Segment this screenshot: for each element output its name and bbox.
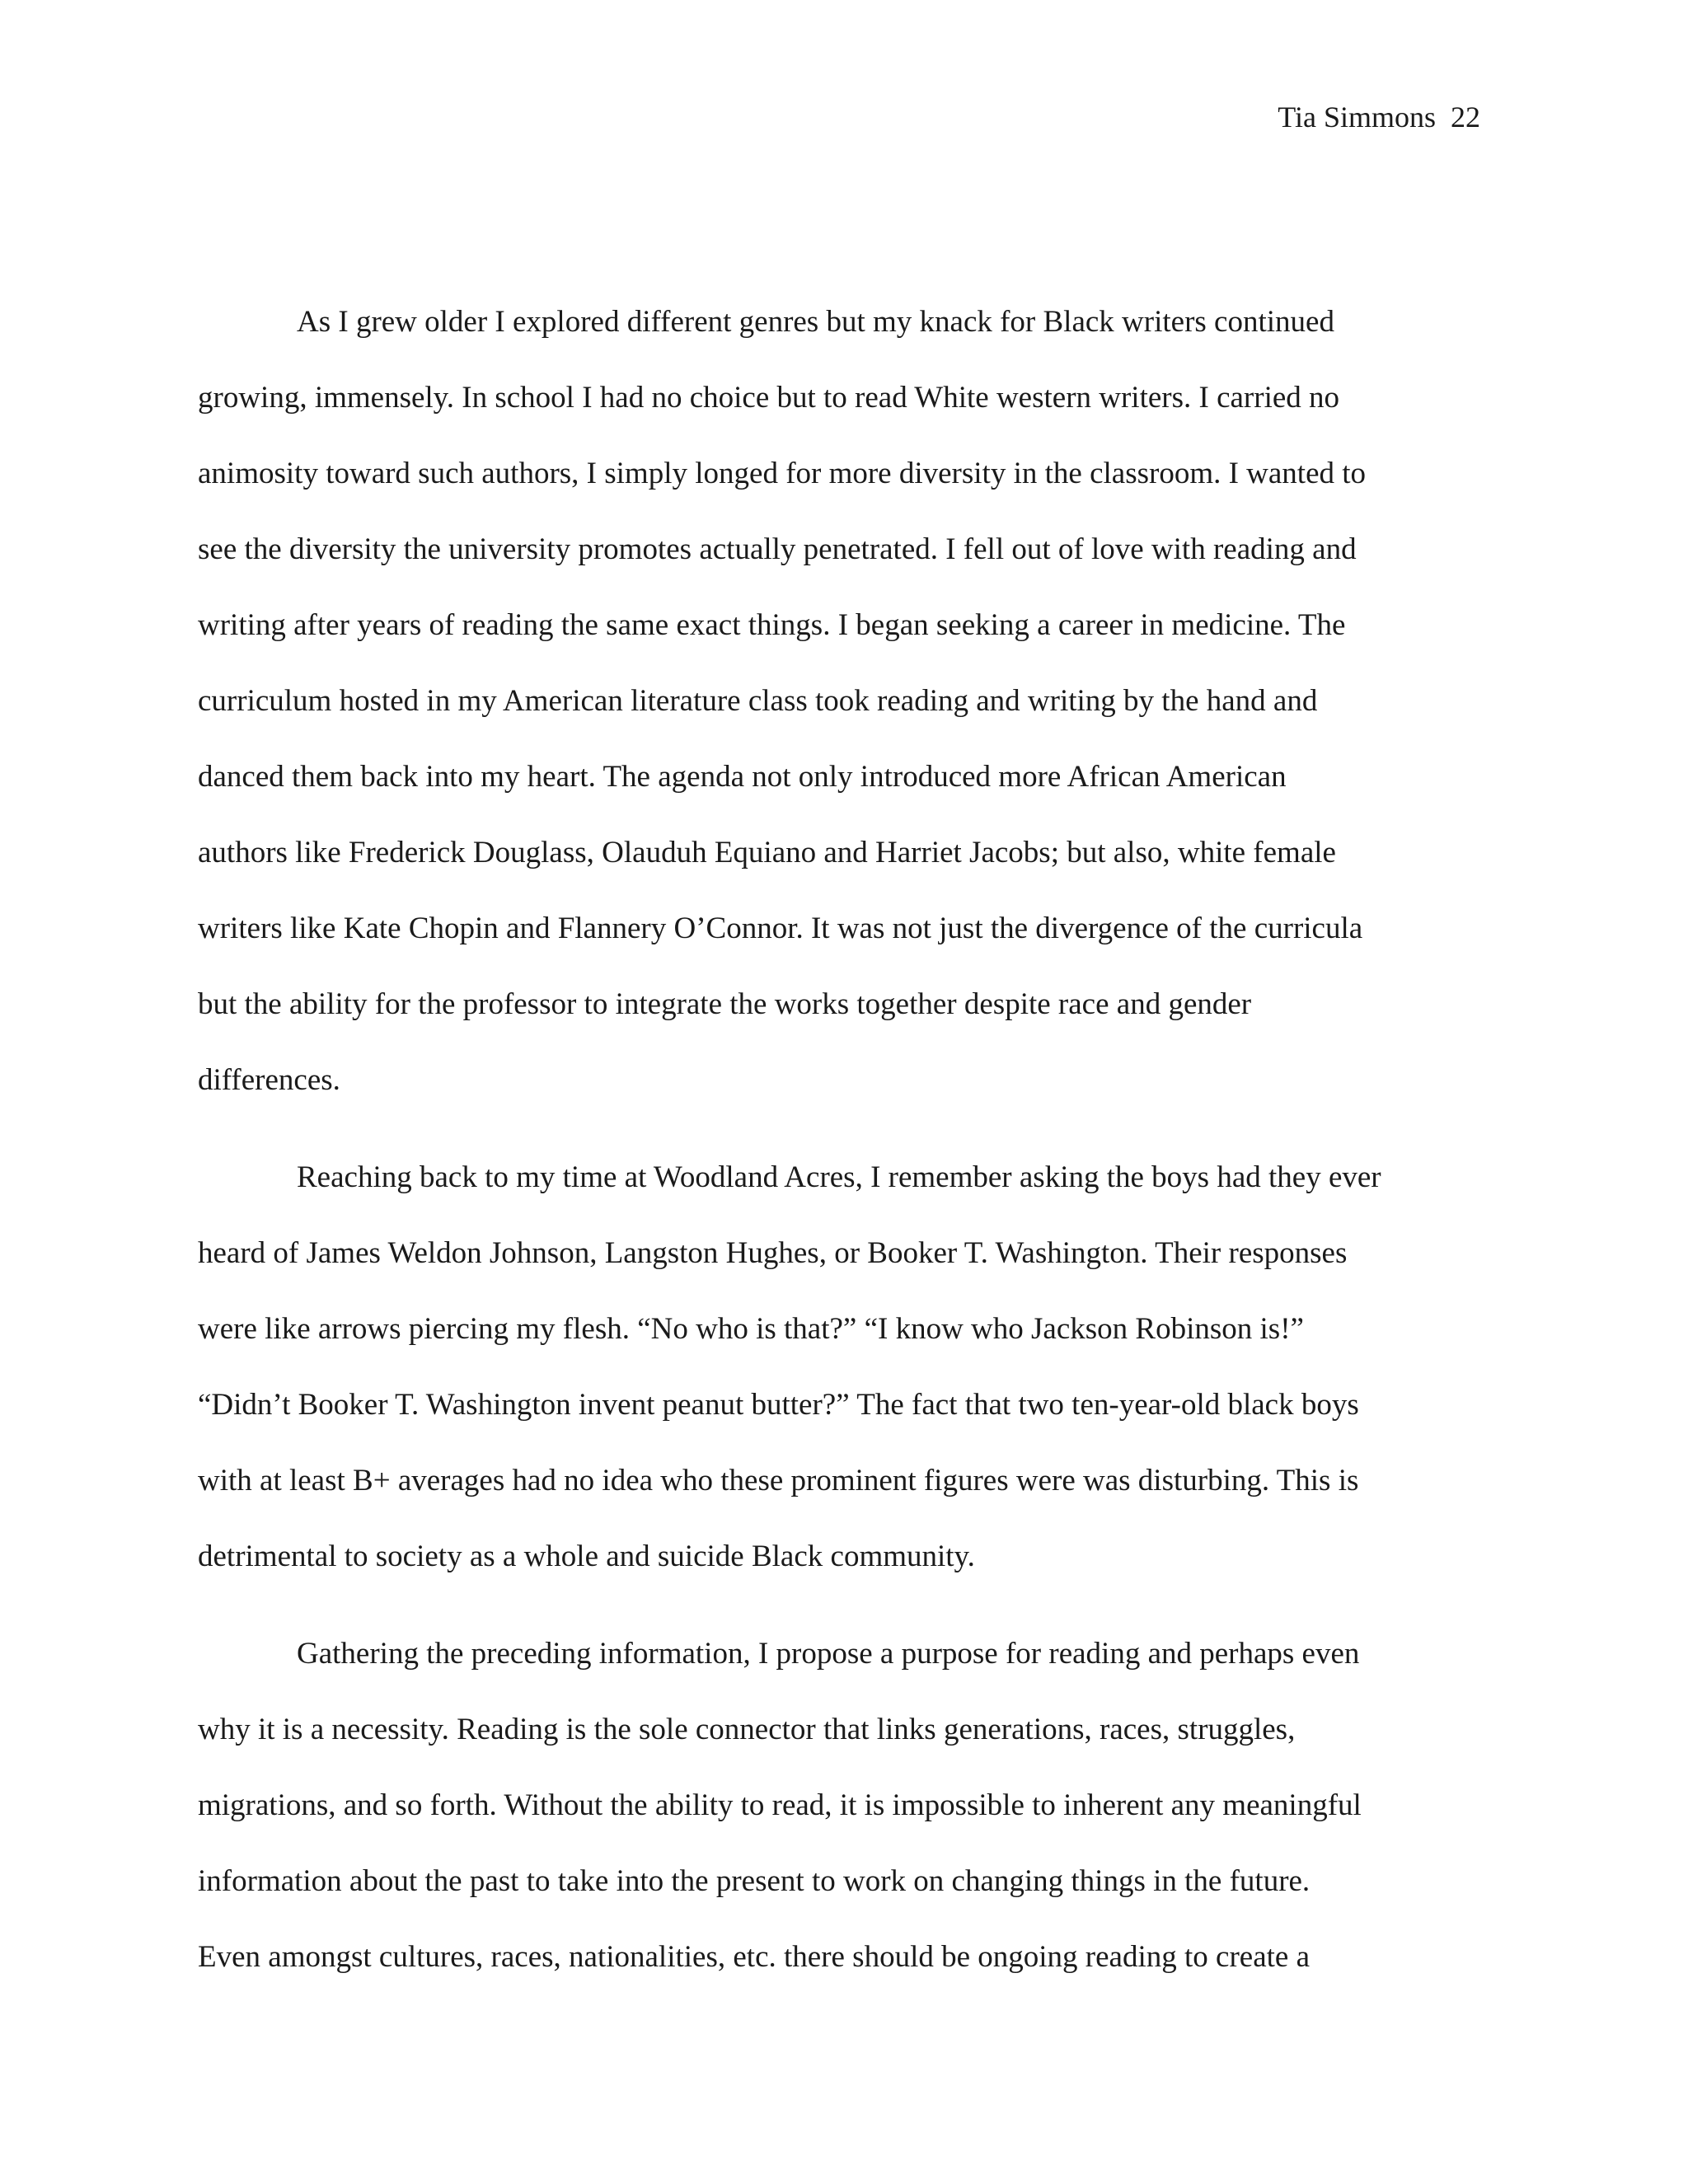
document-body [198, 295, 1490, 2006]
text-line: curriculum hosted in my American literature class took reading and writing by the hand and [198, 684, 1318, 718]
text-line: animosity toward such authors, I simply longed for more diversity in the classroom. I wanted to [198, 457, 1367, 490]
text-line: “Didn’t Booker T. Washington invent peanut butter?” The fact that two ten-year-old black boys [198, 1388, 1359, 1422]
paragraph-1 [198, 295, 1490, 1129]
text-line: detrimental to society as a whole and suicide Black community. [198, 1540, 975, 1573]
text-line: why it is a necessity. Reading is the sole connector that links generations, races, struggles, [198, 1713, 1296, 1746]
paragraph-3 [198, 1627, 1490, 2006]
text-line: writing after years of reading the same exact things. I began seeking a career in medicine. The [198, 608, 1346, 642]
running-header [1278, 97, 1480, 137]
text-line: Gathering the preceding information, I propose a purpose for reading and perhaps even [297, 1637, 1360, 1671]
paragraph-2 [198, 1151, 1490, 1605]
text-line: authors like Frederick Douglass, Olauduh Equiano and Harriet Jacobs; but also, white female [198, 836, 1336, 869]
text-line: danced them back into my heart. The agenda not only introduced more African American [198, 760, 1287, 794]
text-line: heard of James Weldon Johnson, Langston Hughes, or Booker T. Washington. Their responses [198, 1236, 1348, 1270]
text-line: see the diversity the university promotes actually penetrated. I fell out of love with reading and [198, 532, 1357, 566]
paragraph-spacer [198, 1129, 1490, 1151]
text-line: information about the past to take into the present to work on changing things in the future. [198, 1864, 1311, 1898]
text-line: Even amongst cultures, races, nationalities, etc. there should be ongoing reading to create a [198, 1940, 1311, 1974]
text-line: writers like Kate Chopin and Flannery O’Connor. It was not just the divergence of the curricula [198, 912, 1363, 945]
text-line: but the ability for the professor to integrate the works together despite race and gender [198, 987, 1252, 1021]
text-line: migrations, and so forth. Without the ability to read, it is impossible to inherent any meaningful [198, 1788, 1362, 1822]
header-author: Tia Simmons [1278, 101, 1436, 134]
text-line: Reaching back to my time at Woodland Acres, I remember asking the boys had they ever [297, 1160, 1381, 1194]
text-line: As I grew older I explored different genres but my knack for Black writers continued [297, 305, 1334, 339]
text-line: with at least B+ averages had no idea who these prominent figures were was disturbing. This is [198, 1464, 1359, 1497]
page-number: 22 [1451, 101, 1480, 134]
text-line: differences. [198, 1063, 340, 1097]
text-line: growing, immensely. In school I had no choice but to read White western writers. I carried no [198, 381, 1340, 415]
paragraph-spacer [198, 1605, 1490, 1627]
text-line: were like arrows piercing my flesh. “No who is that?” “I know who Jackson Robinson is!” [198, 1312, 1304, 1346]
